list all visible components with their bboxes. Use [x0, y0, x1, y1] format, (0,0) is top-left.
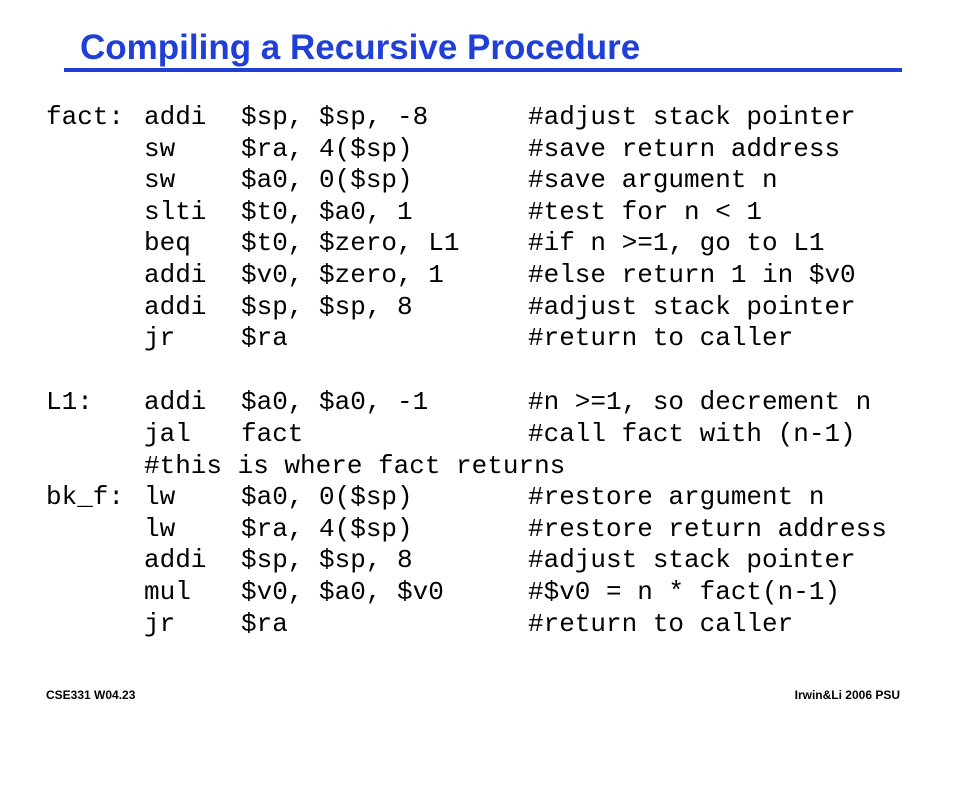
code-opcode: sw: [144, 165, 176, 196]
code-opcode: addi: [144, 545, 207, 576]
title-underline: [64, 68, 902, 72]
code-comment: #else return 1 in $v0: [528, 259, 856, 290]
code-label: bk_f:: [46, 482, 125, 513]
code-opcode: sw: [144, 133, 176, 164]
code-blank-line: [46, 355, 108, 388]
code-operands: $a0, $a0, -1: [241, 387, 429, 418]
code-line: [46, 133, 841, 166]
code-line: [46, 291, 856, 324]
code-line: [46, 102, 856, 134]
code-opcode: addi: [144, 259, 207, 290]
code-comment: #call fact with (n-1): [528, 418, 856, 449]
code-operands: $sp, $sp, 8: [241, 291, 413, 322]
code-line: [46, 482, 825, 514]
code-line: [46, 513, 887, 546]
code-operands: $t0, $a0, 1: [241, 196, 413, 227]
code-line: [46, 545, 856, 577]
code-opcode: addi: [144, 387, 207, 418]
code-comment: #adjust stack pointer: [528, 102, 856, 132]
code-line: [46, 323, 794, 355]
code-operands: $ra, 4($sp): [241, 513, 413, 544]
code-comment: #return to caller: [528, 323, 794, 354]
code-comment: #$v0 = n * fact(n-1): [528, 576, 841, 607]
code-comment: #if n >=1, go to L1: [528, 228, 825, 259]
code-comment: #test for n < 1: [528, 196, 763, 227]
footer-credit: Irwin&Li 2006 PSU: [794, 688, 900, 702]
code-operands: $a0, 0($sp): [241, 482, 413, 513]
code-line: [46, 608, 794, 641]
code-line: [46, 259, 856, 292]
code-opcode: lw: [144, 482, 176, 513]
code-line: [46, 387, 872, 419]
code-comment: #restore return address: [528, 513, 887, 544]
code-comment: #n >=1, so decrement n: [528, 387, 872, 418]
code-operands: $v0, $zero, 1: [241, 259, 444, 290]
code-comment: #this is where fact returns: [144, 450, 566, 481]
code-comment-line: [46, 450, 566, 483]
code-comment: #save argument n: [528, 165, 778, 196]
code-label: L1:: [46, 387, 93, 418]
code-line: [46, 165, 778, 197]
code-label: fact:: [46, 102, 125, 132]
code-opcode: slti: [144, 196, 207, 227]
code-operands: $ra: [241, 608, 288, 639]
code-line: [46, 228, 825, 260]
code-operands: $sp, $sp, 8: [241, 545, 413, 576]
code-line: [46, 576, 841, 609]
code-comment: #save return address: [528, 133, 841, 164]
code-comment: #restore argument n: [528, 482, 825, 513]
code-operands: fact: [241, 418, 304, 449]
code-operands: $ra: [241, 323, 288, 354]
code-operands: $sp, $sp, -8: [241, 102, 429, 132]
code-operands: $a0, 0($sp): [241, 165, 413, 196]
code-operands: $ra, 4($sp): [241, 133, 413, 164]
code-opcode: addi: [144, 291, 207, 322]
code-operands: $t0, $zero, L1: [241, 228, 460, 259]
slide-title: Compiling a Recursive Procedure: [80, 28, 641, 67]
code-opcode: addi: [144, 102, 207, 132]
code-comment: #return to caller: [528, 608, 794, 639]
code-opcode: lw: [144, 513, 176, 544]
footer-course-id: CSE331 W04.23: [46, 688, 136, 702]
code-opcode: beq: [144, 228, 191, 259]
code-operands: $v0, $a0, $v0: [241, 576, 444, 607]
code-opcode: jal: [144, 418, 191, 449]
code-opcode: mul: [144, 576, 191, 607]
code-listing: [46, 102, 887, 640]
code-comment: #adjust stack pointer: [528, 291, 856, 322]
code-line: [46, 196, 763, 229]
code-opcode: jr: [144, 608, 176, 639]
code-opcode: jr: [144, 323, 176, 354]
code-comment: #adjust stack pointer: [528, 545, 856, 576]
code-line: [46, 418, 856, 451]
